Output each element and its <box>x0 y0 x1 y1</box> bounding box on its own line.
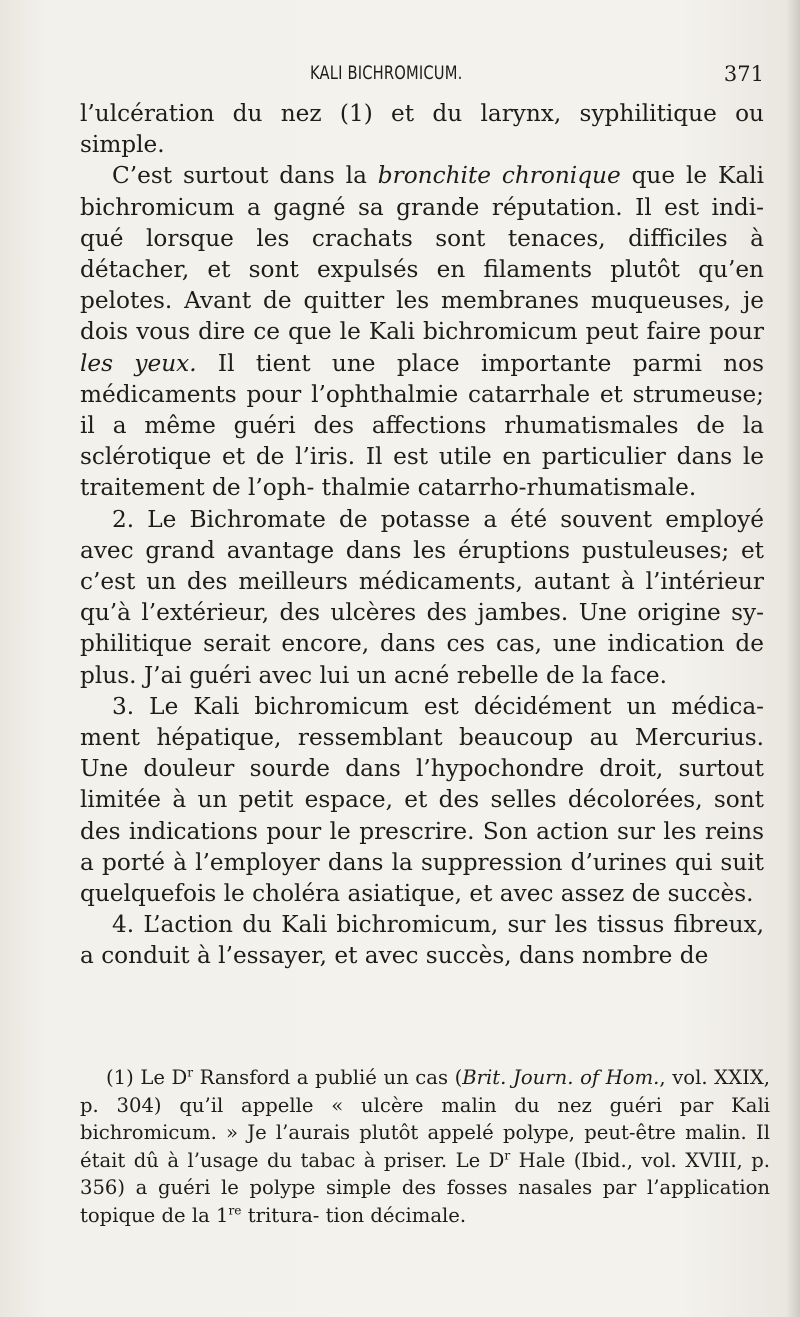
page-number: 371 <box>723 62 764 86</box>
footnote <box>80 1064 770 1229</box>
paragraph-2 <box>80 160 764 503</box>
paragraph-3: 2. Le Bichromate de potasse a été souvent employé avec grand avantage dans les éruptions pustuleuses; et c’est un des meilleurs médicaments, autant à l’intérieur qu’à l’extérieur, des ulcères des jambes. Une origine sy‑ philitique serait encore, dans ces cas, une indication de plus. J’ai guéri avec lui un acné rebelle de la face. <box>80 505 764 689</box>
italic-term: les yeux. <box>80 349 197 377</box>
footnote-1 <box>80 1064 770 1229</box>
text-span: tritura‑ tion décimale. <box>241 1203 467 1227</box>
italic-citation: Brit. Journ. of Hom. <box>462 1066 660 1089</box>
italic-term: bronchite chronique <box>377 162 621 190</box>
page-header <box>80 62 764 92</box>
paragraph-4: 3. Le Kali bichromicum est décidément un médica‑ ment hépatique, ressemblant beaucoup au Mercurius. Une douleur sourde dans l’hypochondre droit, surtout limitée à un petit espace, et des selles décolorées, sont des indications pour le prescrire. Son action sur les reins a porté à l’employer dans la suppression d’urines qui suit quelquefois le choléra asiatique, et avec assez de succès. <box>80 692 764 908</box>
text-span: (1) Le D <box>106 1066 188 1089</box>
text-span: , vol. XXIX, p. 304) qu’il appelle « ulcère malin du nez guéri par Kali bichromicum. » Je l’aurais plutôt appelé polype, peut-être malin. Il était dû à l’usage du tabac à priser. Le D <box>80 1066 770 1172</box>
text-span: et du larynx, syphilitique ou simple. <box>80 100 764 159</box>
text-span: que le Kali bichromicum a gagné sa grande réputation. Il est indi‑ qué lorsque les crachats sont tenaces, difficiles à détacher, et sont expulsés en filaments plutôt qu’en pelotes. Avant de quitter les membranes muqueuses, je dois vous dire ce que le Kali bichromicum peut faire pour <box>80 162 764 346</box>
paragraph-1 <box>80 98 764 160</box>
text-span: Il tient une place importante parmi nos médicaments pour l’ophthalmie catarrhale et strumeuse; il a même guéri des affections rhumatismales de la sclérotique et de l’iris. Il est utile en particulier dans le traitement de l’oph‑ thalmie catarrho-rhumatismale. <box>80 349 764 502</box>
text-span: Ransford a publié un cas ( <box>193 1066 463 1089</box>
text-span: C’est surtout dans la <box>112 162 378 190</box>
text-span: l’ulcération du nez <box>80 100 340 127</box>
superscript: r <box>504 1147 511 1162</box>
text-span: Hale (Ibid., vol. XVIII, p. 356) a guéri le polype simple des fosses nasales par l’application topique de la 1 <box>80 1148 770 1227</box>
running-title: KALI BICHROMICUM. <box>310 62 463 84</box>
body-text <box>80 98 764 972</box>
paragraph-5: 4. L’action du Kali bichromicum, sur les tissus fibreux, a conduit à l’essayer, et avec succès, dans nombre de <box>80 911 764 970</box>
page-edge-shadow <box>786 0 800 1317</box>
superscript: re <box>228 1202 242 1217</box>
footnote-reference: (1) <box>339 100 373 127</box>
superscript: r <box>187 1065 194 1080</box>
